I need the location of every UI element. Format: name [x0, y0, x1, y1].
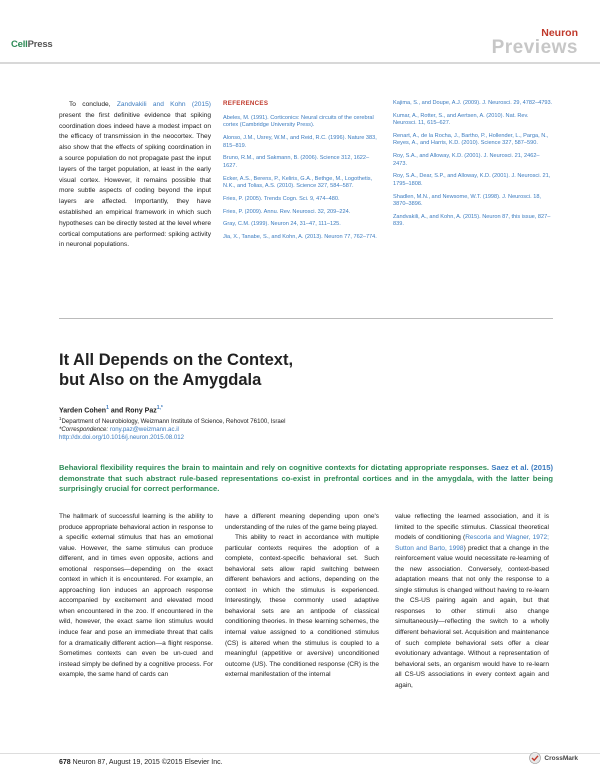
- author-line: [59, 405, 163, 414]
- title-line-2: but Also on the Amygdala: [59, 371, 262, 389]
- author-2: Rony Paz: [125, 407, 157, 415]
- affiliation-text: Department of Neurobiology, Weizmann Institute of Science, Rehovot 76100, Israel: [61, 418, 286, 426]
- crossmark-label: CrossMark: [544, 754, 578, 762]
- header-divider: [0, 62, 600, 64]
- logo-press-text: Press: [27, 39, 53, 50]
- reference-item[interactable]: Kajima, S., and Doupe, A.J. (2009). J. Neurosci. 29, 4782–4793.: [393, 100, 553, 106]
- summary-text-end: demonstrate that such abstract rule-based representations co-exist in prefrontal cortices and in the amygdala, with the latter being surprisingly crucial for correct performance.: [59, 473, 553, 494]
- crossmark-badge[interactable]: [529, 752, 578, 764]
- reference-item[interactable]: Fries, P. (2009). Annu. Rev. Neurosci. 32, 209–224.: [223, 208, 351, 215]
- saez-et-al-link[interactable]: Saez et al. (2015): [491, 463, 553, 472]
- author-2-affiliation-mark: 1,*: [156, 405, 163, 411]
- affiliation-block: [59, 415, 539, 443]
- references-list-left: [223, 115, 381, 247]
- affiliation-mark: 1: [59, 416, 62, 421]
- reference-item[interactable]: Renart, A., de la Rocha, J., Bartho, P., Hollender, L., Parga, N., Reyes, A., and Harris, K.D. (2010). Science 327, 587–590.: [393, 133, 549, 147]
- reference-item[interactable]: Alonso, J.M., Usrey, W.M., and Reid, R.C. (1996). Nature 383, 815–819.: [223, 135, 377, 149]
- article-title: [59, 350, 539, 390]
- reference-item[interactable]: Roy, S.A., Dear, S.P., and Alloway, K.D. (2001). J. Neurosci. 21, 1795–1808.: [393, 173, 551, 187]
- author-conjunction: and: [110, 407, 124, 415]
- body-column-1: [59, 512, 213, 681]
- zandvakili-kohn-link[interactable]: Zandvakili and Kohn (2015): [116, 101, 211, 108]
- correspondence: [59, 426, 539, 434]
- author-1-affiliation-mark: 1: [106, 405, 109, 411]
- crossmark-icon: [529, 752, 541, 764]
- body-paragraph: This ability to react in accordance with multiple particular contexts requires the adoption of a complete, context-specific behavioral set. Such behavioral sets allow rapid switching between different behaviors and actions, depending on the context in which the stimulus is experienced. Interestingly, these commonly used adaptive behavioral sets are an antipode of classical conditioning theories. In these learning schemes, the internal value assigned to a conditioned stimulus (CS) is altered when the stimulus is coupled to a meaningful (appetitive or aversive) unconditioned outcome (US). The conditioned response (CR) is the external manifestation of the internal: [225, 534, 379, 679]
- reference-item[interactable]: Abeles, M. (1991). Corticonics: Neural circuits of the cerebral cortex (Cambridge University Press).: [223, 115, 374, 129]
- author-1: Yarden Cohen: [59, 407, 107, 415]
- col3-text-end: ) predict that a change in the reinforcement value would necessitate re-learning of the new association. Conversely, context-based adaptation means that not only the response to a single stimulus is changed without having to re-learn the CS-US pairing again and again, but that responses to other stimuli also change simultaneously—reflecting the switch to a wholly different behavioral set. Acquisition and maintenance of such complete behavioral sets offer a clear evolutionary advantage. Without a representation of behavioral sets, an organism would have to re-learn all CS-US associations in every context again and again,: [395, 544, 550, 689]
- footer-citation: Neuron 87, August 19, 2015 ©2015 Elsevier Inc.: [72, 759, 223, 766]
- reference-item[interactable]: Jia, X., Tanabe, S., and Kohn, A. (2013). Neuron 77, 762–774.: [223, 234, 377, 241]
- references-list-right: [393, 100, 553, 234]
- correspondence-label: *Correspondence:: [59, 426, 109, 434]
- page-number: 678: [59, 759, 71, 766]
- reference-item[interactable]: Bruno, R.M., and Sakmann, B. (2006). Science 312, 1622–1627.: [223, 155, 370, 169]
- section-name: Previews: [491, 37, 578, 58]
- reference-item[interactable]: Shadlen, M.N., and Newsome, W.T. (1998). J. Neurosci. 18, 3870–3896.: [393, 193, 541, 208]
- body-column-3: [395, 512, 549, 691]
- reference-item[interactable]: Gray, C.M. (1999). Neuron 24, 31–47, 111–125.: [223, 221, 341, 228]
- reference-item[interactable]: Kumar, A., Rotter, S., and Aertsen, A. (2010). Nat. Rev. Neurosci. 11, 615–627.: [393, 112, 529, 127]
- doi-link[interactable]: http://dx.doi.org/10.1016/j.neuron.2015.08.012: [59, 434, 185, 442]
- footer-divider: [0, 753, 600, 754]
- body-paragraph: [395, 512, 549, 691]
- title-line-1: It All Depends on the Context,: [59, 351, 294, 369]
- article-divider: [59, 318, 553, 319]
- reference-item[interactable]: Zandvakili, A., and Kohn, A. (2015). Neuron 87, this issue, 827–839.: [393, 213, 551, 228]
- cellpress-logo: [11, 39, 53, 50]
- affiliation: [59, 415, 539, 426]
- body-column-2: [225, 512, 379, 681]
- body-paragraph: have a different meaning depending upon one's understanding of the rules of the game being played.: [225, 513, 379, 531]
- journal-name: Neuron: [541, 27, 578, 39]
- logo-cell-text: Cell: [11, 39, 28, 50]
- summary-text-start: Behavioral flexibility requires the brain to maintain and rely on cognitive contexts for dictating appropriate responses.: [59, 463, 490, 472]
- body-paragraph: The hallmark of successful learning is the ability to produce appropriate behavioral action in response to a specific external stimulus that has an emotional value. However, the same stimulus can produce different, and in times even opposite, actions and emotional responses—depending on the exact context in which it is encountered. For example, an approaching lion induces an approach response accompanied by excitement and elevated mood when encountered in the zoo. If encountered in the wild, however, the exact same lion stimulus would induce fear and pose an immediate threat that calls for a dramatically different action—a flight response. Sometimes contexts can even be un-cued and instead simply be defined by a cognitive process. For example, the same hand of cards can: [59, 513, 213, 679]
- reference-item[interactable]: Ecker, A.S., Berens, P., Keliris, G.A., Bethge, M., Logothetis, N.K., and Tolias, A.S. (2010). Science 327, 584–587.: [223, 175, 373, 190]
- rescorla-sutton-link[interactable]: Rescorla and Wagner, 1972; Sutton and Barto, 1998: [395, 534, 549, 552]
- article-summary: [59, 463, 553, 495]
- correspondence-email-link[interactable]: rony.paz@weizmann.ac.il: [109, 426, 179, 434]
- page-footer: [59, 759, 223, 766]
- reference-item[interactable]: Roy, S.A., and Alloway, K.D. (2001). J. Neurosci. 21, 2462–2473.: [393, 153, 540, 167]
- reference-item[interactable]: Fries, P. (2005). Trends Cogn. Sci. 9, 474–480.: [223, 195, 340, 202]
- references-heading: REFERENCES: [223, 100, 269, 107]
- previous-article-conclusion: [59, 100, 211, 251]
- conclusion-text-end: present the first definitive evidence that spiking coordination does indeed have a modest impact on the efficacy of transmission in the neocortex. They also show that the effects of spiking coordination in a source population do not propagate past the input layers of the target population, at least in the early visual cortex. However, it remains possible that more subtle aspects of coding beyond the input layers are affected. Importantly, they have established an empirical framework in which such hypotheses can be directly tested at the level where cortical computations are performed: spiking activity in neuronal populations.: [59, 111, 211, 249]
- conclusion-text-start: To conclude,: [69, 101, 111, 108]
- col3-text-start: value reflecting the learned association, and it is limited to the specific stimulus. Classical theoretical models of conditioning (: [395, 513, 549, 542]
